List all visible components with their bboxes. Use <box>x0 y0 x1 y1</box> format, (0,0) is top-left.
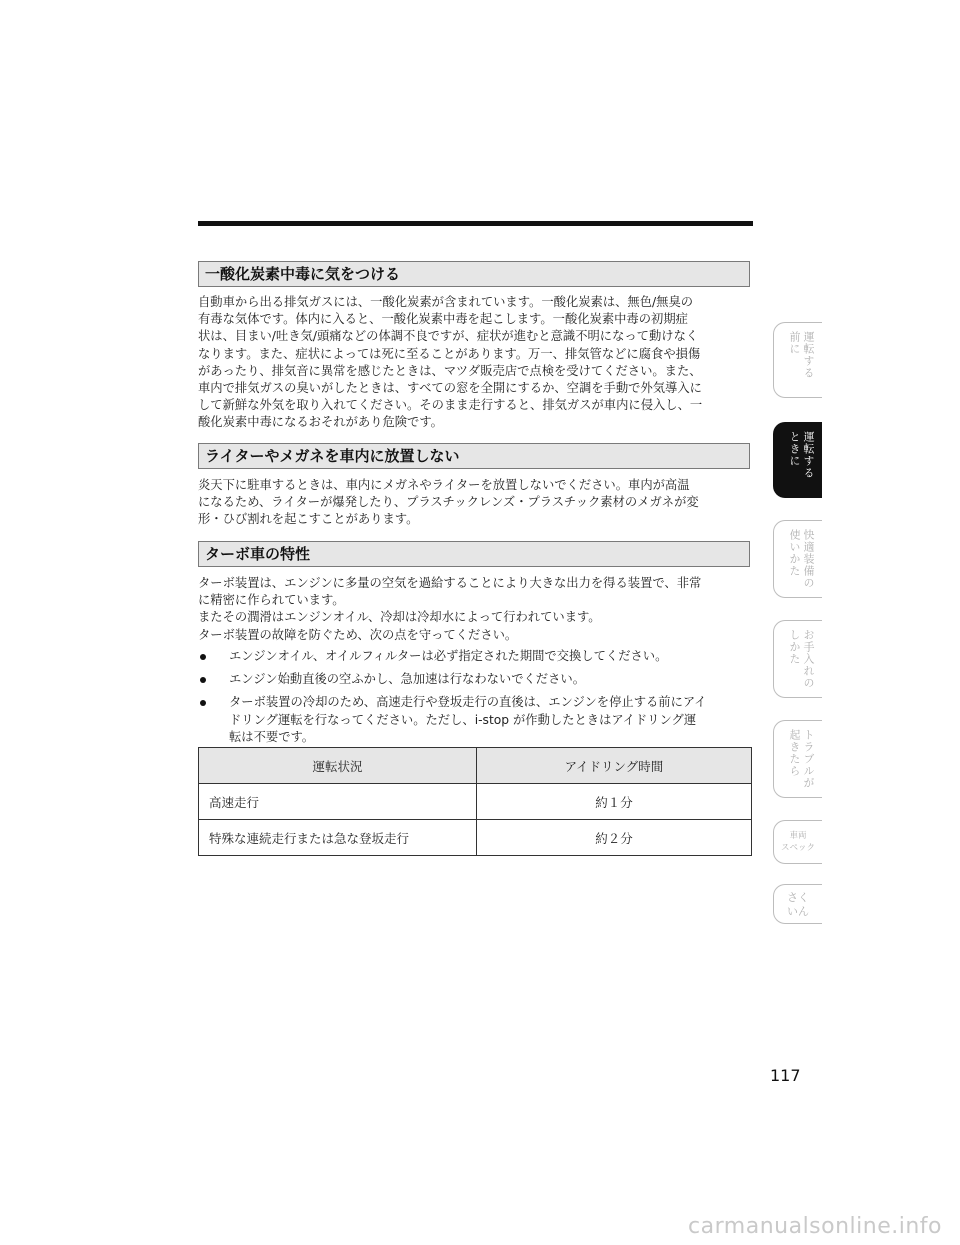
tab-label: 快適装備の <box>802 529 815 589</box>
top-rule <box>198 221 753 226</box>
tab-index[interactable] <box>773 884 822 924</box>
tab-label: トラブルが <box>802 729 815 789</box>
table-cell: 高速走行 <box>199 784 477 820</box>
tab-label: 運転する <box>802 431 815 479</box>
tab-before-driving[interactable] <box>773 322 822 398</box>
tab-label: 使いかた <box>788 529 801 577</box>
tab-label: ときに <box>788 431 801 467</box>
body-line: 形・ひび割れを起こすことがあります。 <box>198 512 419 527</box>
idling-time-table <box>198 747 752 856</box>
section-heading-lighter-glasses: ライターやメガネを車内に放置しない <box>198 443 750 469</box>
page-number: 117 <box>770 1066 801 1085</box>
body-line: ターボ装置の故障を防ぐため、次の点を守ってください。 <box>198 627 518 642</box>
bullet-text: 転は不要です。 <box>229 729 315 744</box>
tab-label: お手入れの <box>802 629 815 689</box>
tab-label: 運転する <box>802 331 815 379</box>
section-heading-turbo: ターボ車の特性 <box>198 541 750 567</box>
section-body-co-poisoning <box>198 294 754 432</box>
body-line: 状は、目まい/吐き気/頭痛などの体調不良ですが、症状が進むと意識不明になって動けなく <box>198 329 699 344</box>
tab-maintenance[interactable] <box>773 620 822 698</box>
list-item <box>198 648 754 665</box>
list-item <box>198 671 754 688</box>
body-line: ターボ装置は、エンジンに多量の空気を過給することにより大きな出力を得る装置で、非常 <box>198 576 702 590</box>
section-body-lighter-glasses <box>198 477 754 529</box>
body-line: なります。また、症状によっては死に至ることがあります。万一、排気管などに腐食や損傷 <box>198 346 701 361</box>
body-line: があったり、排気音に異常を感じたときは、マツダ販売店で点検を受けてください。また、 <box>198 363 702 378</box>
bullet-text: エンジンオイル、オイルフィルターは必ず指定された期間で交換してください。 <box>229 649 668 663</box>
tab-label: 前に <box>788 331 801 355</box>
column-header-condition: 運転状況 <box>199 748 477 784</box>
body-line: 自動車から出る排気ガスには、一酸化炭素が含まれています。一酸化炭素は、無色/無臭の <box>198 295 694 309</box>
section-heading-co-poisoning: 一酸化炭素中毒に気をつける <box>198 261 750 287</box>
body-line: 酸化炭素中毒になるおそれがあり危険です。 <box>198 415 443 430</box>
turbo-bullet-list <box>198 648 754 752</box>
tab-label: しかた <box>788 629 801 665</box>
table-row <box>199 784 752 820</box>
body-line: またその潤滑はエンジンオイル、冷却は冷却水によって行われています。 <box>198 610 601 625</box>
section-body-turbo <box>198 575 754 644</box>
tab-vehicle-specs[interactable] <box>773 820 822 864</box>
body-line: になるため、ライターが爆発したり、プラスチックレンズ・プラスチック素材のメガネが変 <box>198 495 699 510</box>
body-line: 車内で排気ガスの臭いがしたときは、すべての窓を全開にするか、空調を手動で外気導入に <box>198 381 702 396</box>
table-cell: 約２分 <box>477 820 752 856</box>
tab-troubleshooting[interactable] <box>773 720 822 798</box>
watermark: carmanualsonline.info <box>688 1214 942 1239</box>
table-header-row <box>199 748 752 784</box>
bullet-icon <box>200 654 206 660</box>
body-line: 有毒な気体です。体内に入ると、一酸化炭素中毒を起こします。一酸化炭素中毒の初期症 <box>198 312 688 327</box>
chapter-index-tabs <box>773 0 823 1245</box>
tab-label: 起きたら <box>788 729 801 777</box>
tab-label: さく <box>787 891 809 904</box>
bullet-text: エンジン始動直後の空ふかし、急加速は行なわないでください。 <box>229 672 585 687</box>
table-row <box>199 820 752 856</box>
bullet-text: ドリング運転を行なってください。ただし、i-stop が作動したときはアイドリング運 <box>229 712 697 727</box>
bullet-icon <box>200 700 206 706</box>
bullet-text: ターボ装置の冷却のため、高速走行や登坂走行の直後は、エンジンを停止する前にアイ <box>229 695 707 710</box>
body-line: して新鮮な外気を取り入れてください。そのまま走行すると、排気ガスが車内に侵入し、一 <box>198 398 703 413</box>
body-line: に精密に作られています。 <box>198 593 345 608</box>
table-cell: 特殊な連続走行または急な登坂走行 <box>199 820 477 856</box>
list-item <box>198 694 754 746</box>
body-line: 炎天下に駐車するときは、車内にメガネやライターを放置しないでください。車内が高温 <box>198 478 690 492</box>
bullet-icon <box>200 677 206 683</box>
tab-label: いん <box>787 905 809 918</box>
tab-comfort-features[interactable] <box>773 520 822 598</box>
column-header-idling-time: アイドリング時間 <box>477 748 752 784</box>
table-cell: 約１分 <box>477 784 752 820</box>
tab-label: スペック <box>780 843 815 853</box>
tab-label: 車両 <box>789 831 807 841</box>
tab-while-driving[interactable] <box>773 422 822 498</box>
